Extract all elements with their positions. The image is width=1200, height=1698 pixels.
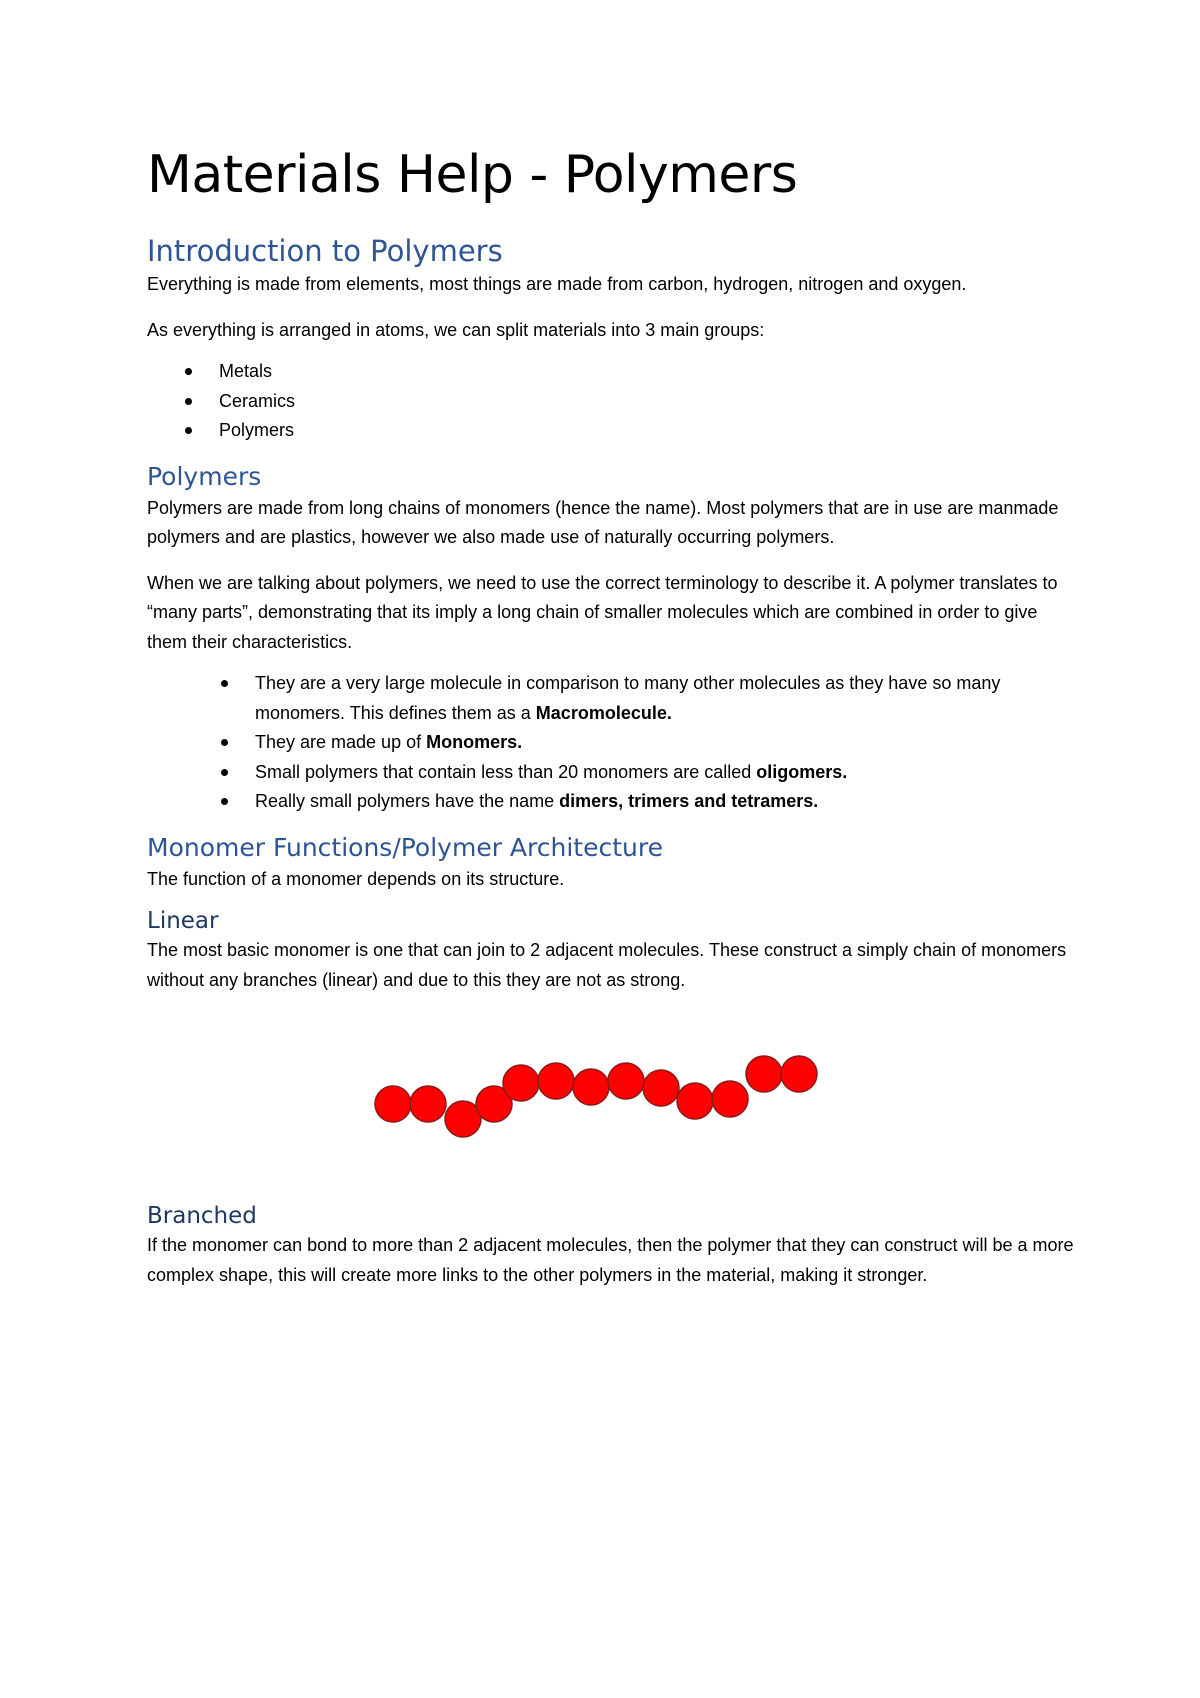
polymer-facts-list	[147, 669, 1077, 817]
heading-polymers: Polymers	[147, 461, 262, 491]
monomer-circle	[538, 1063, 574, 1099]
bullet-icon	[221, 680, 228, 687]
heading-monomer-functions: Monomer Functions/Polymer Architecture	[147, 832, 663, 862]
bullet-icon	[185, 427, 192, 434]
polymers-paragraph-2: When we are talking about polymers, we need to use the correct terminology to describe it. A polymer translates to “many parts”, demonstrating that its imply a long chain of smaller molecules which are combined in order to give them their characteristics.	[147, 572, 1058, 652]
heading-introduction: Introduction to Polymers	[147, 234, 503, 268]
monomer-paragraph: The function of a monomer depends on its structure.	[147, 868, 565, 889]
monomer-circle	[375, 1086, 411, 1122]
intro-paragraph-1: Everything is made from elements, most things are made from carbon, hydrogen, nitrogen and oxygen.	[147, 274, 967, 294]
linear-polymer-chain-diagram	[147, 995, 1077, 1195]
monomer-circle	[677, 1083, 713, 1119]
bullet-icon	[221, 769, 228, 776]
bullet-icon	[185, 398, 192, 405]
monomer-circle	[608, 1063, 644, 1099]
list-item: They are a very large molecule in comparison to many other molecules as they have so many monomers. This defines them as a Macromolecule.	[147, 669, 1077, 728]
monomer-circle	[573, 1069, 609, 1105]
bullet-icon	[185, 368, 192, 375]
list-item: Metals	[147, 357, 1077, 387]
list-item: Small polymers that contain less than 20 monomers are called oligomers.	[147, 758, 1077, 788]
list-item: Polymers	[147, 416, 1077, 446]
bullet-icon	[221, 798, 228, 805]
monomer-circle	[410, 1086, 446, 1122]
page-title: Materials Help - Polymers	[147, 145, 798, 205]
heading-branched: Branched	[147, 1203, 257, 1229]
polymers-paragraph-1: Polymers are made from long chains of monomers (hence the name). Most polymers that are in use are manmade polymers and are plastics, however we also made use of naturally occurring polymers.	[147, 497, 1059, 547]
monomer-circle	[781, 1056, 817, 1092]
bullet-icon	[221, 739, 228, 746]
intro-paragraph-2: As everything is arranged in atoms, we can split materials into 3 main groups:	[147, 319, 765, 340]
monomer-circle	[503, 1065, 539, 1101]
monomer-circle	[746, 1056, 782, 1092]
list-item: Really small polymers have the name dimers, trimers and tetramers.	[147, 787, 1077, 817]
monomer-circle	[643, 1070, 679, 1106]
list-item: They are made up of Monomers.	[147, 728, 1077, 758]
material-groups-list	[147, 357, 1077, 446]
monomer-chain	[375, 1056, 817, 1137]
linear-paragraph: The most basic monomer is one that can join to 2 adjacent molecules. These construct a simply chain of monomers without any branches (linear) and due to this they are not as strong.	[147, 940, 1067, 990]
branched-paragraph: If the monomer can bond to more than 2 adjacent molecules, then the polymer that they can construct will be a more complex shape, this will create more links to the other polymers in the material, making it stronger.	[147, 1235, 1074, 1285]
monomer-circle	[712, 1081, 748, 1117]
list-item: Ceramics	[147, 387, 1077, 417]
document-body	[147, 140, 1077, 1290]
heading-linear: Linear	[147, 908, 219, 934]
